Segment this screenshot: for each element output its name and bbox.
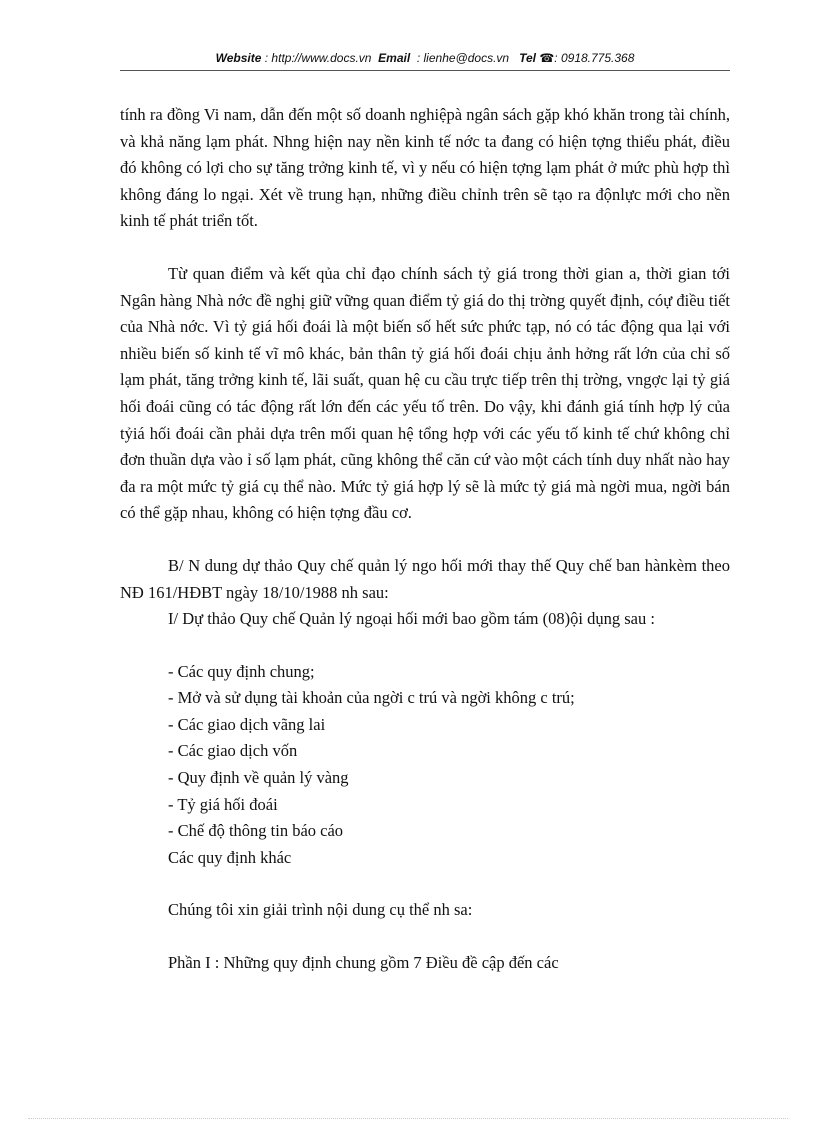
paragraph-4: I/ Dự thảo Quy chế Quản lý ngoại hối mới bao gồm tám (08)ội dụng sau :: [168, 609, 655, 629]
other-rules-line: Các quy định khác: [168, 847, 292, 867]
list-item: - Chế độ thông tin báo cáo: [168, 821, 344, 841]
website-value: : http://www.docs.vn: [264, 51, 372, 65]
email-value: : lienhe@docs.vn: [416, 51, 510, 65]
phone-icon: ☎: [539, 51, 555, 65]
tel-value: : 0918.775.368: [554, 51, 635, 65]
list-item: - Các giao dịch vãng lai: [168, 714, 326, 734]
document-body: [120, 102, 730, 977]
page-header: [120, 51, 730, 65]
footer-divider: [28, 1118, 788, 1119]
list-item: - Các quy định chung;: [168, 661, 315, 681]
email-label: Email: [378, 51, 411, 65]
list-item: - Các giao dịch vốn: [168, 741, 298, 761]
website-label: Website: [215, 51, 262, 65]
content-list: [120, 659, 730, 845]
part-one-line: Phần I : Những quy định chung gồm 7 Điều đề cập đến các: [168, 953, 559, 973]
header-divider: [120, 70, 730, 71]
tel-label: Tel: [519, 51, 536, 65]
paragraph-3: B/ N dung dự thảo Quy chế quản lý ngo hối mới thay thế Quy chế ban hànkèm theo NĐ 161/HĐBT ngày 18/10/1988 nh sau:: [120, 555, 730, 602]
list-item: - Mở và sử dụng tài khoản của ngời c trú và ngời không c trú;: [168, 688, 575, 708]
paragraph-2: Từ quan điểm và kết qủa chỉ đạo chính sách tỷ giá trong thời gian a, thời gian tới Ngân hàng Nhà nớc đề nghị giữ vững quan điểm tỷ giá do thị trờng quyết định, cóự điều tiết của Nhà nớc. Vì tỷ giá hối đoái là một biến số hết sức phức tạp, nó có tác động qua lại với nhiều biến số kinh tế vĩ mô khác, bản thân tỷ giá hối đoái chịu ảnh hởng rất lớn của chỉ số lạm phát, tăng trởng kinh tế, lãi suất, quan hệ cu cầu trực tiếp trên thị trờng, vngợc lại tỷ giá hối đoái cũng có tác động rất lớn đến các yếu tố trên. Do vậy, khi đánh giá tính hợp lý của tỷiá hối đoái cần phải dựa trên mối quan hệ tổng hợp với các yếu tố kinh tế chứ không chỉ đơn thuần dựa vào ỉ số lạm phát, cũng không thể căn cứ vào một cách tính duy nhất nào hay đa ra một mức tỷ giá cụ thể nào. Mức tỷ giá hợp lý sẽ là mức tỷ giá mà ngời mua, ngời bán có thể gặp nhau, không có hiện tợng đầu cơ.: [120, 263, 730, 523]
list-item: - Quy định về quản lý vàng: [168, 768, 349, 788]
explanation-line: Chúng tôi xin giải trình nội dung cụ thể nh sa:: [168, 900, 473, 920]
list-item: - Tỷ giá hối đoái: [168, 794, 278, 814]
paragraph-1: tính ra đồng Vi nam, dẫn đến một số doanh nghiệpà ngân sách gặp khó khăn trong tài chính, và khả năng lạm phát. Nhng hiện nay nền kinh tế nớc ta đang có hiện tợng thiểu phát, điều đó không có lợi cho sự tăng trởng kinh tế, vì y nếu có hiện tợng lạm phát ở mức phù hợp thì không đáng lo ngại. Xét về trung hạn, những điều chỉnh trên sẽ tạo ra độnlực mới cho nền kinh tế phát triển tốt.: [120, 105, 730, 231]
